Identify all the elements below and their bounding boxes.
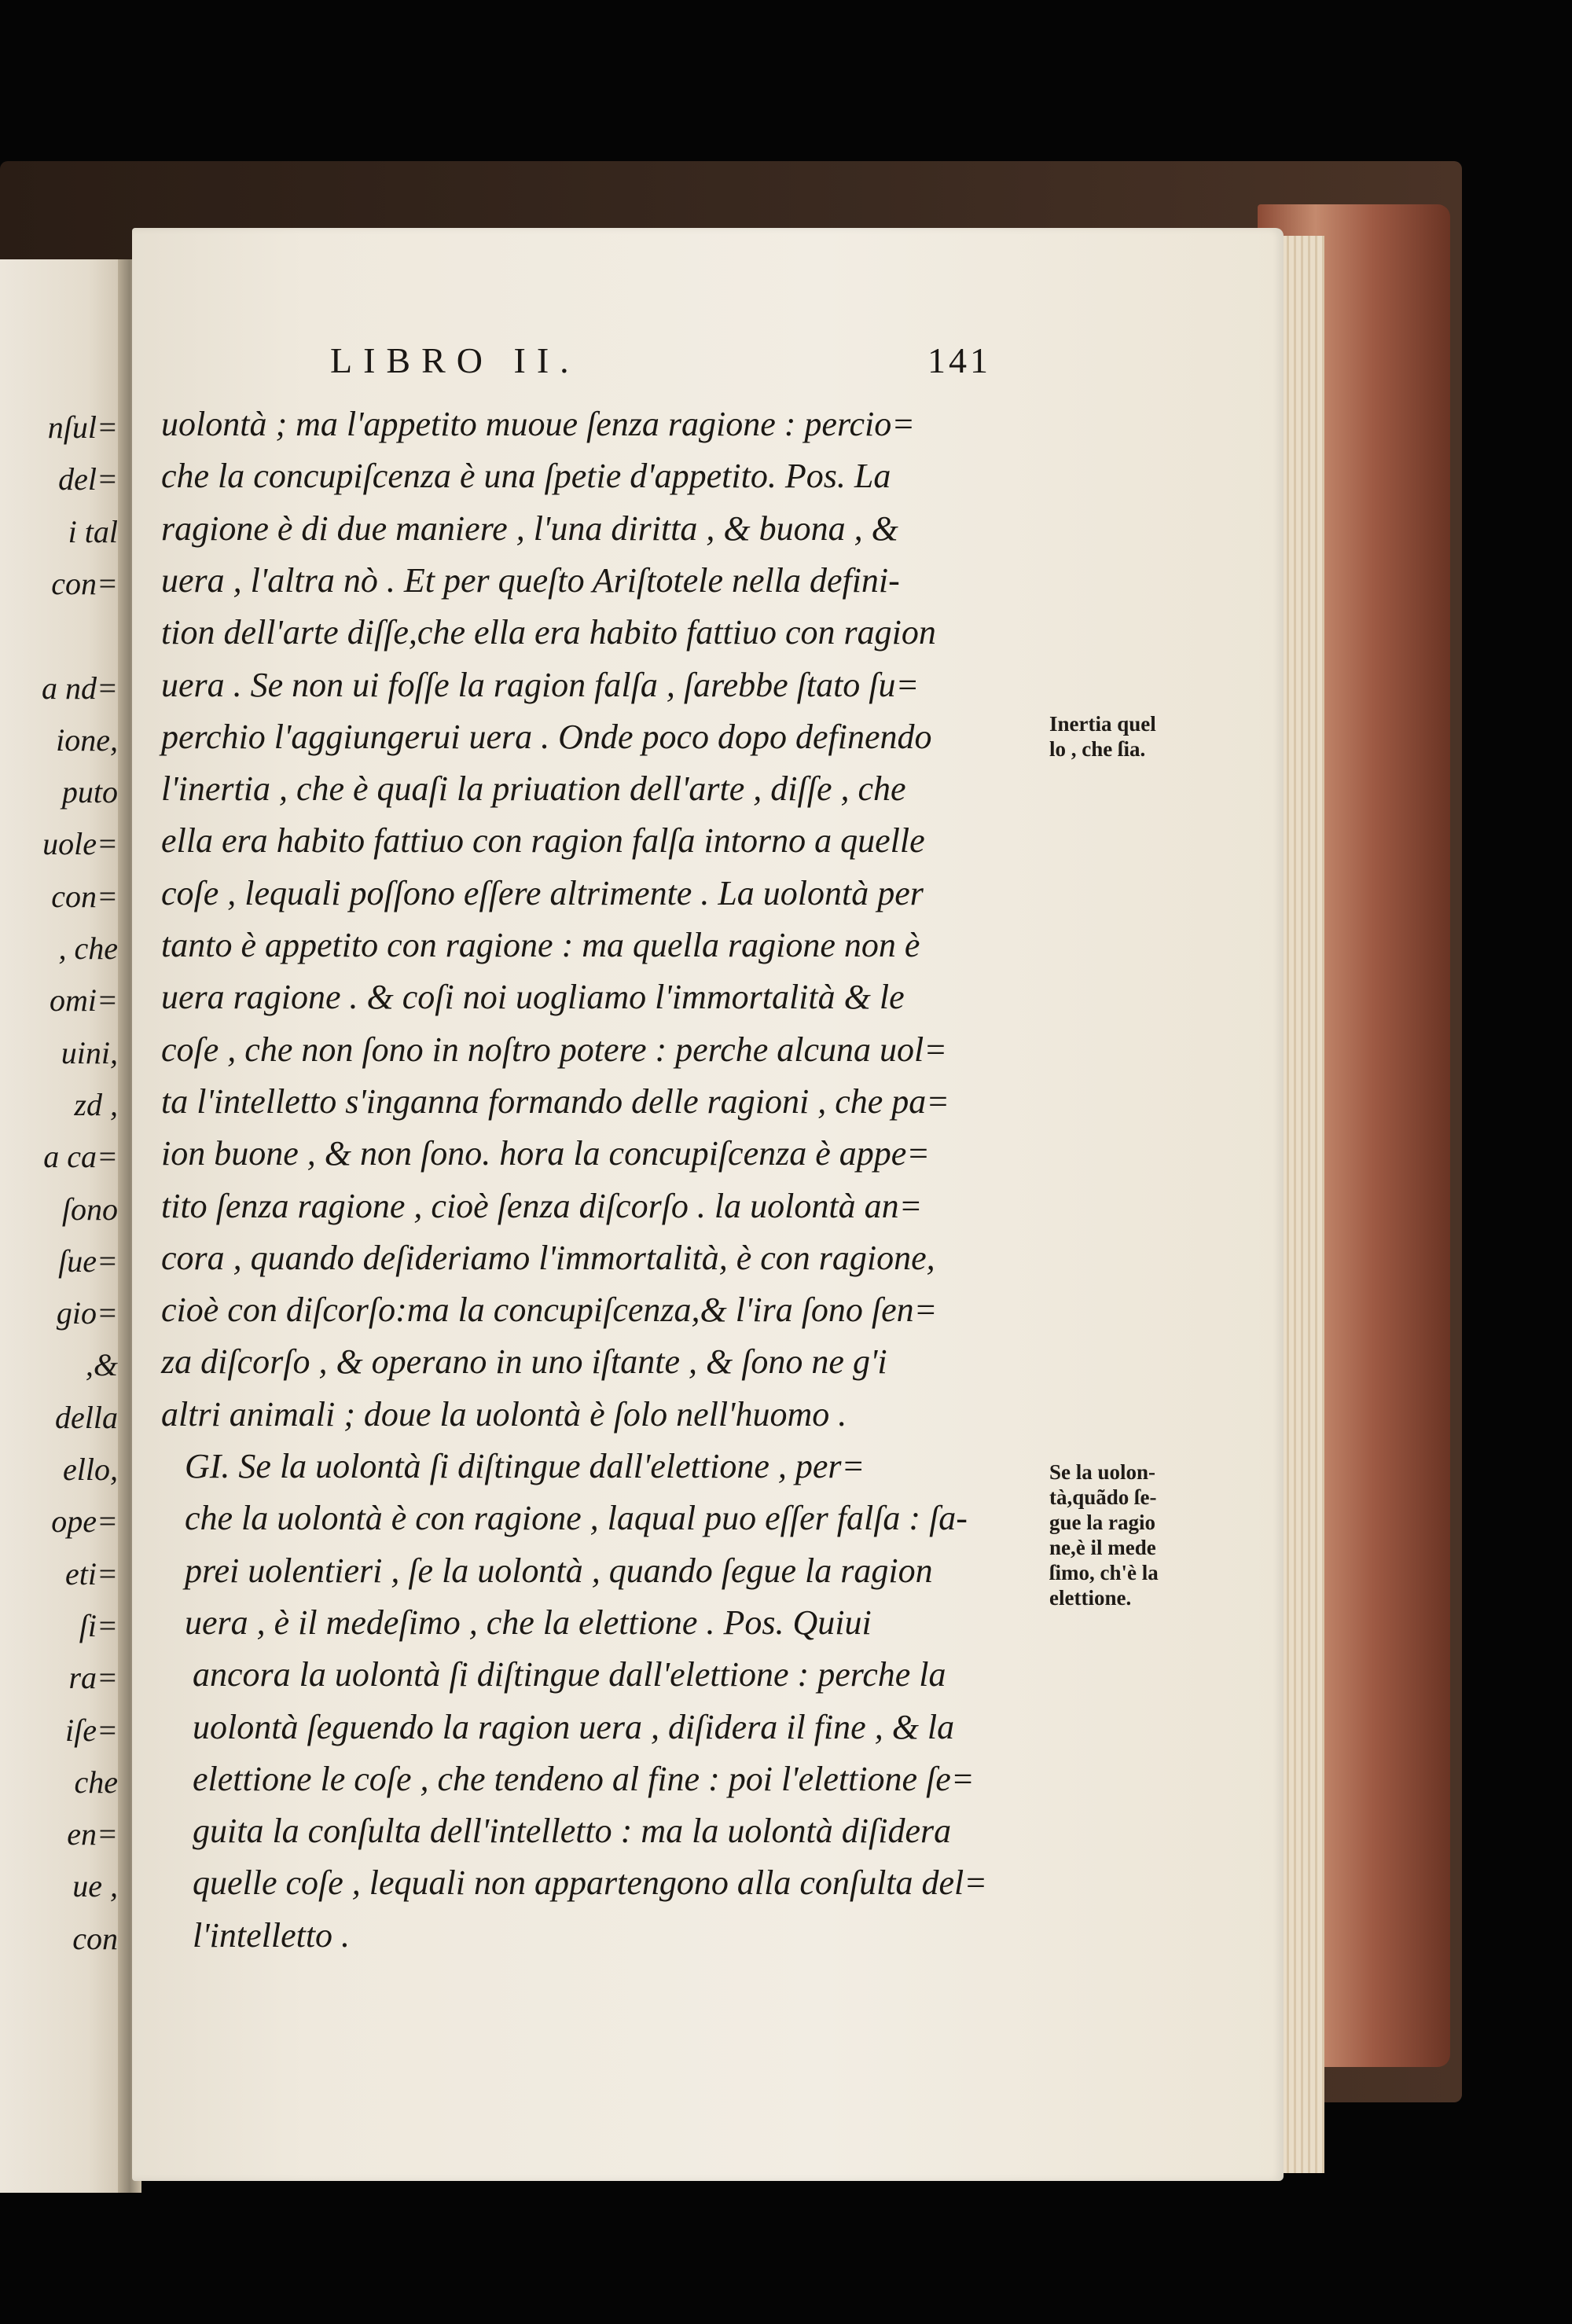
text-line: perchio l'aggiungerui uera . Onde poco dopo definendo [161, 718, 932, 756]
text-line: ella era habito fattiuo con ragion falſa intorno a quelle [161, 821, 925, 860]
left-page-fragment: ello, [63, 1452, 118, 1487]
left-page-fragment: gio= [56, 1295, 118, 1331]
text-line: che la concupiſcenza è una ſpetie d'appetito. Pos. La [161, 457, 891, 495]
running-head-title: LIBRO II. [330, 340, 580, 380]
margin-note-line: Se la uolon- [1049, 1460, 1156, 1484]
left-page-fragment: zd , [74, 1087, 118, 1122]
text-line: elettione le coſe , che tendeno al fine : poi l'elettione ſe= [193, 1760, 975, 1798]
text-line: che la uolontà è con ragione , laqual puo eſſer falſa : ſa- [185, 1499, 968, 1537]
left-page-fragment: che [74, 1764, 118, 1800]
margin-note-inertia [1049, 711, 1238, 762]
margin-note-line: ne,è il mede [1049, 1536, 1156, 1559]
left-page-fragment: ,& [85, 1347, 118, 1382]
left-page-fragment: ſue= [58, 1243, 118, 1279]
text-line: guita la conſulta dell'intelletto : ma la uolontà diſidera [193, 1812, 952, 1850]
text-line: quelle coſe , lequali non appartengono alla conſulta del= [193, 1863, 987, 1902]
text-line: za diſcorſo , & operano in uno iſtante , & ſono ne g'i [161, 1342, 887, 1381]
text-line: uera ragione . & coſi noi uogliamo l'immortalità & le [161, 978, 905, 1016]
left-page-fragment: a ca= [43, 1139, 118, 1174]
text-line: tanto è appetito con ragione : ma quella ragione non è [161, 926, 920, 964]
text-line: uolontà ; ma l'appetito muoue ſenza ragione : percio= [161, 405, 915, 443]
left-page-fragment: del= [58, 461, 118, 497]
left-page-fragment: puto [61, 774, 118, 810]
left-page-fragment: con [72, 1921, 118, 1956]
left-page-fragment: con= [51, 879, 118, 914]
text-line: l'inertia , che è quaſi la priuation dell'arte , diſſe , che [161, 769, 906, 808]
left-page-fragment: uole= [42, 826, 118, 861]
margin-note-line: ſimo, ch'è la [1049, 1561, 1159, 1584]
left-page-fragment: iſe= [65, 1713, 118, 1748]
text-line: uera . Se non ui foſſe la ragion falſa , ſarebbe ſtato ſu= [161, 666, 920, 704]
text-line: ion buone , & non ſono. hora la concupiſcenza è appe= [161, 1134, 930, 1173]
text-line: ta l'intelletto s'inganna formando delle ragioni , che pa= [161, 1082, 949, 1121]
running-head [330, 340, 1038, 381]
left-page-fragment: nſul= [47, 409, 118, 445]
text-line: tion dell'arte diſſe,che ella era habito fattiuo con ragion [161, 613, 936, 652]
margin-note-line: elettione. [1049, 1586, 1132, 1610]
left-page-fragment: en= [67, 1816, 118, 1852]
text-line: uera , l'altra nò . Et per queſto Ariſtotele nella defini- [161, 561, 900, 600]
left-page-fragment: i tal [68, 514, 118, 549]
page-number: 141 [927, 340, 991, 380]
left-page-fragment: omi= [50, 982, 118, 1018]
margin-note-line: gue la ragio [1049, 1511, 1155, 1534]
margin-note-volonta [1049, 1459, 1238, 1610]
left-page-fragment: ra= [68, 1660, 118, 1695]
left-page-fragment: ue , [72, 1868, 118, 1904]
left-page-fragment: , che [58, 931, 118, 966]
text-line: GI. Se la uolontà ſi diſtingue dall'elettione , per= [185, 1447, 865, 1485]
left-page-fragment: ope= [51, 1503, 118, 1539]
margin-note-line: lo , che ſia. [1049, 737, 1146, 761]
left-page-fragment: con= [51, 566, 118, 601]
text-line: ancora la uolontà ſi diſtingue dall'elettione : perche la [193, 1655, 946, 1694]
left-page-fragment: ione, [56, 722, 118, 758]
left-page [0, 259, 126, 2193]
left-page-fragment: uini, [61, 1035, 118, 1070]
text-line: uolontà ſeguendo la ragion uera , diſidera il fine , & la [193, 1708, 955, 1746]
text-line: cora , quando deſideriamo l'immortalità, è con ragione, [161, 1239, 935, 1277]
left-page-fragment: ſono [61, 1191, 118, 1227]
left-page-fragment: della [55, 1400, 118, 1435]
text-line: l'intelletto . [193, 1916, 351, 1955]
text-line: cioè con diſcorſo:ma la concupiſcenza,& l'ira ſono ſen= [161, 1290, 938, 1329]
text-line: altri animali ; doue la uolontà è ſolo nell'huomo . [161, 1395, 847, 1434]
margin-note-line: tà,quãdo ſe- [1049, 1485, 1157, 1509]
text-line: coſe , che non ſono in noſtro potere : perche alcuna uol= [161, 1030, 947, 1069]
text-line: coſe , lequali poſſono eſſere altrimente . La uolontà per [161, 874, 924, 912]
text-line: tito ſenza ragione , cioè ſenza diſcorſo . la uolontà an= [161, 1187, 923, 1225]
left-page-fragment: a nd= [42, 670, 118, 706]
margin-note-line: Inertia quel [1049, 712, 1156, 736]
left-page-fragment: ſi= [79, 1608, 118, 1643]
text-line: ragione è di due maniere , l'una diritta , & buona , & [161, 509, 898, 548]
text-line: uera , è il medeſimo , che la elettione . Pos. Quiui [185, 1603, 872, 1642]
left-page-fragment: eti= [65, 1556, 118, 1592]
text-line: prei uolentieri , ſe la uolontà , quando ſegue la ragion [185, 1551, 933, 1590]
